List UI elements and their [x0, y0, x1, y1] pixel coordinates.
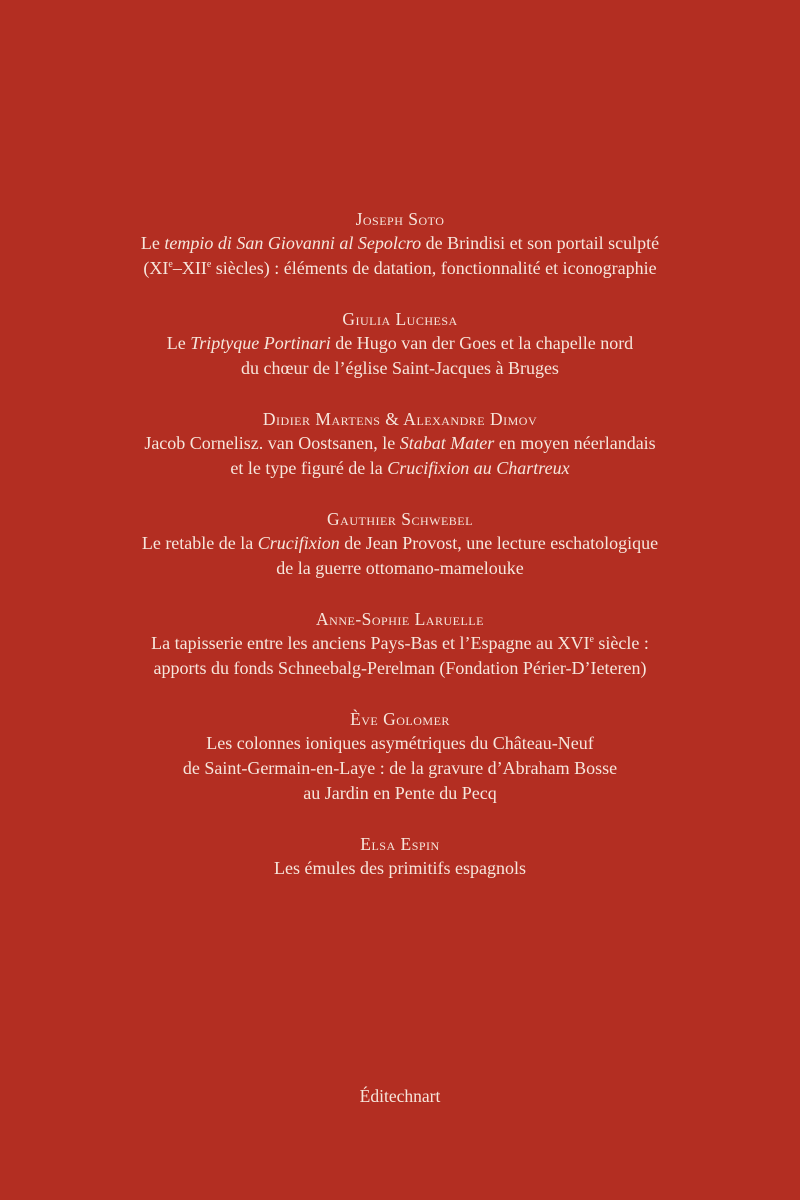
entry-title-line: du chœur de l’église Saint-Jacques à Bruges — [241, 358, 559, 378]
entry-author: Didier Martens & Alexandre Dimov — [262, 409, 538, 429]
entry-title-line: Le Triptyque Portinari de Hugo van der Goes et la chapelle nord — [166, 333, 634, 353]
toc-entry — [0, 307, 800, 381]
toc-entry — [0, 207, 800, 281]
entry-title-line: Jacob Cornelisz. van Oostsanen, le Stabat Mater en moyen néerlandais — [144, 433, 656, 453]
entry-title-line: au Jardin en Pente du Pecq — [303, 783, 497, 803]
entry-author: Elsa Espin — [360, 834, 440, 854]
toc-entry — [0, 607, 800, 681]
entry-title-line: (XIe–XIIe siècles) : éléments de datation, fonctionnalité et iconographie — [143, 258, 657, 278]
toc-entry — [0, 407, 800, 481]
entry-title-line: et le type figuré de la Crucifixion au Chartreux — [230, 458, 570, 478]
entry-author: Anne-Sophie Laruelle — [316, 609, 484, 629]
toc-entry — [0, 832, 800, 881]
table-of-contents — [0, 207, 800, 907]
entry-author: Joseph Soto — [355, 209, 445, 229]
entry-title-line: Les colonnes ioniques asymétriques du Château-Neuf — [206, 733, 594, 753]
entry-author: Ève Golomer — [350, 709, 450, 729]
toc-entry — [0, 507, 800, 581]
entry-title-line: de la guerre ottomano-mamelouke — [276, 558, 524, 578]
toc-entry — [0, 707, 800, 806]
entry-author: Giulia Luchesa — [342, 309, 458, 329]
entry-title-line: Les émules des primitifs espagnols — [274, 858, 526, 878]
entry-title-line: apports du fonds Schneebalg-Perelman (Fondation Périer-D’Ieteren) — [153, 658, 647, 678]
publisher-name: Éditechnart — [359, 1086, 441, 1106]
entry-title-line: de Saint-Germain-en-Laye : de la gravure d’Abraham Bosse — [182, 758, 618, 778]
entry-title-line: La tapisserie entre les anciens Pays-Bas et l’Espagne au XVIe siècle : — [151, 633, 649, 653]
entry-title-line: Le tempio di San Giovanni al Sepolcro de Brindisi et son portail sculpté — [140, 233, 660, 253]
entry-author: Gauthier Schwebel — [327, 509, 473, 529]
entry-title-line: Le retable de la Crucifixion de Jean Provost, une lecture eschatologique — [141, 533, 659, 553]
